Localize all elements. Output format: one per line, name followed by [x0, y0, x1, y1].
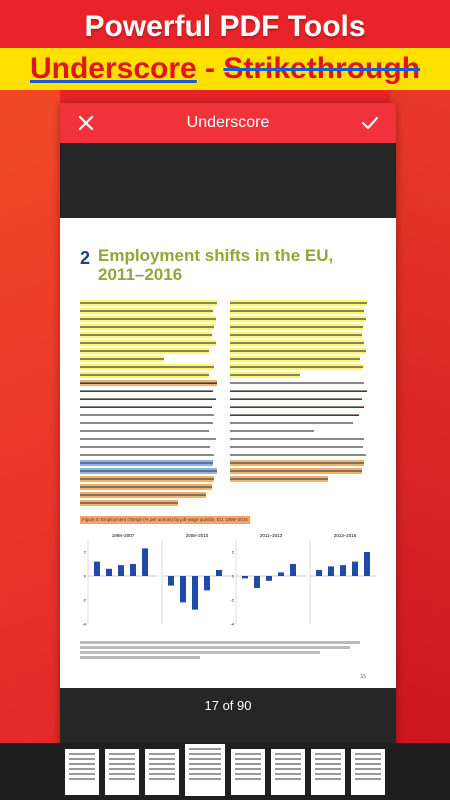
text-line[interactable]	[230, 380, 364, 386]
text-column-left[interactable]	[80, 300, 220, 508]
chart-tick-label: -2	[82, 597, 86, 603]
footnotes	[80, 641, 376, 659]
text-line[interactable]	[230, 332, 362, 338]
body-columns	[80, 300, 376, 508]
page-thumbnail[interactable]	[271, 749, 305, 795]
text-line[interactable]	[80, 444, 210, 450]
text-line[interactable]	[230, 436, 364, 442]
figure-title-text: Figure 5: Employment change (% per annum) by job-wage quintile, EU, 1998–2016	[82, 517, 248, 522]
chart-bar	[266, 576, 272, 581]
chart-panel-title: 2011–2013	[259, 533, 283, 538]
page-thumbnail[interactable]	[105, 749, 139, 795]
text-line[interactable]	[230, 356, 360, 362]
viewer-top-margin	[60, 143, 396, 218]
text-line[interactable]	[80, 396, 216, 402]
figure-title[interactable]	[80, 516, 250, 524]
text-line[interactable]	[80, 500, 178, 506]
text-line[interactable]	[80, 428, 209, 434]
employment-chart	[80, 532, 376, 637]
background-left	[0, 80, 60, 800]
chart-bar	[142, 548, 148, 576]
text-line[interactable]	[80, 452, 214, 458]
chart-bar	[340, 565, 346, 576]
section-title: Employment shifts in the EU, 2011–2016	[98, 246, 334, 284]
close-icon[interactable]	[74, 111, 98, 135]
promo-subtitle	[0, 48, 450, 90]
promo-dash: -	[196, 52, 224, 85]
page-thumbnail[interactable]	[65, 749, 99, 795]
chart-tick-label: 2	[231, 549, 234, 555]
text-line[interactable]	[80, 404, 212, 410]
text-line[interactable]	[80, 460, 213, 466]
text-line[interactable]	[80, 388, 213, 394]
text-line[interactable]	[230, 364, 363, 370]
chart-bar	[216, 570, 222, 576]
chart-tick-label: 0	[83, 573, 86, 579]
text-line[interactable]	[80, 332, 212, 338]
text-line[interactable]	[230, 460, 364, 466]
promo-title: Powerful PDF Tools	[84, 10, 366, 43]
chart-bar	[328, 566, 334, 576]
promo-underscore-word: Underscore	[29, 52, 197, 85]
phone-screen	[60, 103, 396, 800]
text-line[interactable]	[80, 436, 216, 442]
text-line[interactable]	[230, 476, 328, 482]
text-line[interactable]	[230, 396, 362, 402]
text-line[interactable]	[230, 300, 367, 306]
text-line[interactable]	[80, 372, 209, 378]
text-line[interactable]	[80, 324, 214, 330]
text-line[interactable]	[230, 340, 364, 346]
chart-bar	[204, 576, 210, 590]
text-line[interactable]	[80, 468, 217, 474]
text-line[interactable]	[230, 388, 367, 394]
chart-tick-label: -4	[82, 621, 86, 627]
text-line[interactable]	[230, 316, 366, 322]
chart-bar	[94, 562, 100, 576]
page-number: 15	[360, 674, 366, 680]
text-line[interactable]	[230, 428, 314, 434]
chart-bar	[316, 570, 322, 576]
text-line[interactable]	[80, 340, 216, 346]
page-thumbnail[interactable]	[231, 749, 265, 795]
chart-tick-label: 2	[83, 549, 86, 555]
promo-strikethrough-word: Strikethrough	[223, 52, 421, 85]
text-line[interactable]	[80, 364, 214, 370]
text-line[interactable]	[80, 356, 164, 362]
chart-bar	[168, 576, 174, 586]
app-bar	[60, 103, 396, 143]
text-line[interactable]	[80, 492, 206, 498]
chart-bar	[278, 572, 284, 576]
text-line[interactable]	[230, 372, 300, 378]
chart-bar	[118, 565, 124, 576]
text-line[interactable]	[80, 412, 214, 418]
chart-tick-label: -2	[230, 597, 234, 603]
text-line[interactable]	[80, 300, 217, 306]
chart-bar	[352, 562, 358, 576]
page-thumbnail-current[interactable]	[185, 744, 225, 796]
text-line[interactable]	[230, 452, 366, 458]
text-line[interactable]	[80, 420, 213, 426]
section-number: 2	[80, 248, 91, 268]
page-thumbnail[interactable]	[311, 749, 345, 795]
page-indicator: 17 of 90	[204, 698, 252, 713]
pdf-page[interactable]	[60, 218, 396, 688]
text-line[interactable]	[80, 476, 214, 482]
chart-bar	[192, 576, 198, 610]
chart-panel-title: 2013–2016	[333, 533, 357, 538]
page-thumbnail[interactable]	[351, 749, 385, 795]
section-heading	[80, 218, 376, 284]
text-line[interactable]	[230, 308, 364, 314]
text-line[interactable]	[230, 444, 363, 450]
chart-bar	[364, 552, 370, 576]
background-right	[390, 80, 450, 800]
chart-bar	[242, 576, 248, 578]
chart-panel-title: 1998–2007	[111, 533, 135, 538]
chart-bar	[180, 576, 186, 602]
chart-panel-title: 2008–2010	[185, 533, 209, 538]
text-column-right[interactable]	[230, 300, 370, 508]
chart-bar	[106, 569, 112, 576]
chart-bar	[290, 564, 296, 576]
chart-bar	[130, 564, 136, 576]
check-icon[interactable]	[358, 111, 382, 135]
text-line[interactable]	[230, 324, 363, 330]
text-line[interactable]	[230, 420, 353, 426]
text-line[interactable]	[80, 348, 209, 354]
text-line[interactable]	[230, 468, 362, 474]
text-line[interactable]	[80, 308, 213, 314]
app-bar-title: Underscore	[186, 114, 270, 131]
chart-bar	[254, 576, 260, 588]
text-line[interactable]	[80, 316, 216, 322]
text-line[interactable]	[80, 484, 212, 490]
text-line[interactable]	[80, 380, 217, 386]
chart-svg	[80, 532, 376, 632]
chart-tick-label: -4	[230, 621, 234, 627]
chart-tick-label: 0	[231, 573, 234, 579]
text-line[interactable]	[230, 404, 364, 410]
text-line[interactable]	[230, 348, 366, 354]
thumbnail-strip	[0, 743, 450, 800]
text-line[interactable]	[230, 412, 359, 418]
page-thumbnail[interactable]	[145, 749, 179, 795]
